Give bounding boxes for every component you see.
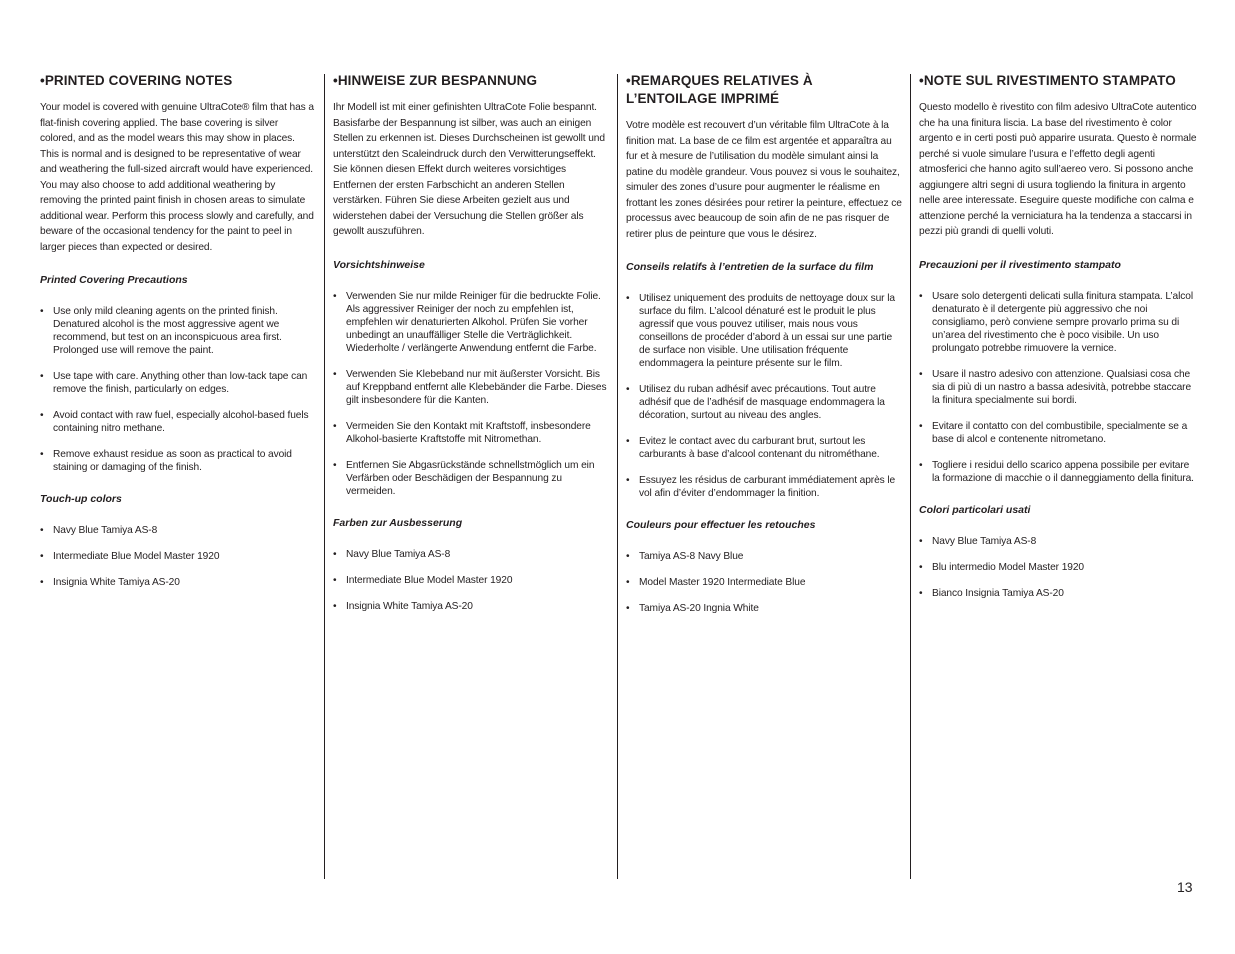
section-title: •PRINTED COVERING NOTES [40, 73, 233, 88]
colors-heading: Touch-up colors [40, 493, 122, 505]
column-divider [910, 74, 911, 879]
intro-paragraph: Ihr Modell ist mit einer gefinishten UltraCote Folie bespannt. Basisfarbe der Bespannung ist silber, was auch an einigen Stellen zu erkennen ist. Dieses Durchscheinen ist gewollt und unterstützt den Scaleindruck durch den Verwitterungseffekt. Sie können diesen Effekt durch weiteres vorsichtiges Entfernen der ersten Farbschicht an anderen Stellen verstärken. Führen Sie diese Arbeiten gezielt aus und widerstehen dabei der Versuchung die Stellen größer als gewollt auszuführen. [333, 102, 605, 237]
list-item: • Evitare il contatto con del combustibile, specialmente se a base di alcol e contenente nitrometano. [919, 420, 1197, 446]
precautions-list [333, 290, 611, 498]
column-english [40, 72, 318, 602]
list-item: • Use only mild cleaning agents on the printed finish. Denatured alcohol is the most aggressive agent we recommend, but test on an inconspicuous area first. Prolonged use will remove the paint. [40, 305, 318, 357]
section-title: •NOTE SUL RIVESTIMENTO STAMPATO [919, 73, 1176, 88]
list-item: • Blu intermedio Model Master 1920 [919, 561, 1197, 574]
list-item: • Evitez le contact avec du carburant brut, surtout les carburants à base d’alcool contenant du nitrométhane. [626, 435, 904, 461]
column-french [626, 72, 904, 628]
list-item: • Essuyez les résidus de carburant immédiatement après le vol afin d’éviter d’endommager la finition. [626, 474, 904, 500]
precautions-list [919, 290, 1197, 485]
list-item: • Togliere i residui dello scarico appena possibile per evitare la formazione di macchie o il danneggiamento della finitura. [919, 459, 1197, 485]
list-item: • Usare solo detergenti delicati sulla finitura stampata. L’alcol denaturato è il detergente più aggressivo che noi consigliamo, però conviene sempre provarlo prima su di un’area del rivestimento che è poco visibile. Un uso prolungato potrebbe rimuovere la vernice. [919, 290, 1197, 355]
list-item: • Utilisez du ruban adhésif avec précautions. Tout autre adhésif que de l’adhésif de masquage endommagera la décoration, surtout au niveau des angles. [626, 383, 904, 422]
colors-list [40, 524, 318, 589]
list-item: • Navy Blue Tamiya AS-8 [40, 524, 318, 537]
list-item: • Remove exhaust residue as soon as practical to avoid staining or damaging of the finish. [40, 448, 318, 474]
column-divider [324, 74, 325, 879]
list-item: • Verwenden Sie nur milde Reiniger für die bedruckte Folie. Als aggressiver Reiniger der noch zu empfehlen ist, empfehlen wir denaturierten Alkohol. Prüfen Sie vorher unbedingt an unauffälliger Stelle die Verträglichkeit. Wiederholte / verlängerte Anwendung entfernt die Farbe. [333, 290, 611, 355]
list-item: • Use tape with care. Anything other than low-tack tape can remove the finish, particularly on edges. [40, 370, 318, 396]
list-item: • Tamiya AS-20 Ingnia White [626, 602, 904, 615]
list-item: • Insignia White Tamiya AS-20 [40, 576, 318, 589]
list-item: • Insignia White Tamiya AS-20 [333, 600, 611, 613]
column-divider [617, 74, 618, 879]
list-item: • Bianco Insignia Tamiya AS-20 [919, 587, 1197, 600]
precautions-list [40, 305, 318, 474]
section-title: •REMARQUES RELATIVES À L’ENTOILAGE IMPRIMÉ [626, 73, 813, 106]
list-item: • Avoid contact with raw fuel, especially alcohol-based fuels containing nitro methane. [40, 409, 318, 435]
colors-list [919, 535, 1197, 600]
list-item: • Verwenden Sie Klebeband nur mit äußerster Vorsicht. Bis auf Kreppband entfernt alle Klebebänder die Farbe. Dieses gilt insbesondere für die Kanten. [333, 368, 611, 407]
precautions-heading: Precauzioni per il rivestimento stampato [919, 258, 1121, 271]
intro-paragraph: Your model is covered with genuine UltraCote® film that has a flat-finish covering applied. The base covering is silver colored, and as the model wears this may show in places. This is normal and is designed to be representative of wear and weathering the full-sized aircraft would have experienced. You may also choose to add additional weathering by removing the printed paint finish in chosen areas to simulate additional wear. Perform this process slowly and carefully, and beware of the occasional tendency for the paint to peel in larger pieces than expected or desired. [40, 102, 314, 253]
list-item: • Utilisez uniquement des produits de nettoyage doux sur la surface du film. L’alcool dénaturé est le produit le plus agressif que vous pouvez utiliser, mais nous vous conseillons de procéder d’abord à un essai sur une partie de surface non visible. Une utilisation fréquente endommagera la peinture présente sur le film. [626, 292, 904, 370]
precautions-heading: Conseils relatifs à l’entretien de la surface du film [626, 261, 874, 273]
intro-paragraph: Questo modello è rivestito con film adesivo UltraCote autentico che ha una finitura liscia. La base del rivestimento è color argento e in certi posti può apparire usurata. Questo è normale perché si vuole simulare l’usura e l’effetto degli agenti atmosferici che hanno agito sull’aereo vero. Si possono anche aggiungere altri segni di usura togliendo la finitura in argento nelle aree interessate. Eseguire queste modifiche con calma e attenzione perché la verniciatura ha la tendenza a staccarsi in pezzi più grandi di quelli voluti. [919, 102, 1197, 237]
column-italian [919, 72, 1197, 613]
colors-list [333, 548, 611, 613]
colors-heading: Colori particolari usati [919, 503, 1031, 516]
list-item: • Entfernen Sie Abgasrückstände schnellstmöglich um ein Verfärben oder Beschädigen der Bespannung zu vermeiden. [333, 459, 611, 498]
colors-list [626, 550, 904, 615]
column-german [333, 72, 611, 626]
list-item: • Tamiya AS-8 Navy Blue [626, 550, 904, 563]
precautions-list [626, 292, 904, 500]
colors-heading: Farben zur Ausbesserung [333, 516, 463, 529]
list-item: • Intermediate Blue Model Master 1920 [333, 574, 611, 587]
list-item: • Vermeiden Sie den Kontakt mit Kraftstoff, insbesondere Alkohol-basierte Kraftstoffe mit Nitromethan. [333, 420, 611, 446]
section-title: •HINWEISE ZUR BESPANNUNG [333, 73, 538, 88]
list-item: • Navy Blue Tamiya AS-8 [333, 548, 611, 561]
colors-heading: Couleurs pour effectuer les retouches [626, 519, 816, 531]
list-item: • Usare il nastro adesivo con attenzione. Qualsiasi cosa che sia di più di un nastro a bassa adesività, potrebbe staccare la finitura specialmente sui bordi. [919, 368, 1197, 407]
intro-paragraph: Votre modèle est recouvert d’un véritable film UltraCote à la finition mat. La base de ce film est argentée et apparaîtra au fur et à mesure de l’utilisation du modèle simulant ainsi la patine du modèle grandeur. Vous pouvez si vous le souhaitez, simuler des zones d’usure pour augmenter le réalisme en frottant les zones désirées pour retirer la peinture, effectuez ce processus avec beaucoup de soin afin de ne pas risquer de retirer plus de peinture que vous le désirez. [626, 120, 902, 240]
precautions-heading: Vorsichtshinweise [333, 258, 425, 271]
page-number: 13 [1177, 879, 1193, 895]
precautions-heading: Printed Covering Precautions [40, 274, 188, 286]
list-item: • Model Master 1920 Intermediate Blue [626, 576, 904, 589]
list-item: • Navy Blue Tamiya AS-8 [919, 535, 1197, 548]
list-item: • Intermediate Blue Model Master 1920 [40, 550, 318, 563]
